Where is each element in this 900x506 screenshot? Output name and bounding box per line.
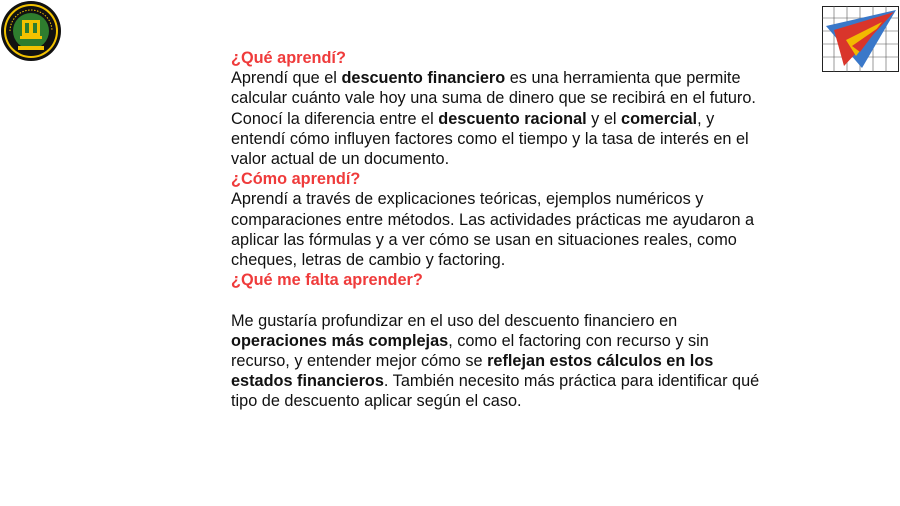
paragraph-que-aprendi	[231, 68, 771, 169]
text-span: . También necesito más práctica para identificar qué tipo de descuento aplicar según el caso.	[231, 372, 760, 411]
paper-plane-grid-icon	[822, 6, 899, 72]
heading-que-aprendi: ¿Qué aprendí?	[231, 49, 346, 67]
paragraph-como-aprendi: Aprendí a través de explicaciones teóricas, ejemplos numéricos y comparaciones entre métodos. Las actividades prácticas me ayudaron a aplicar las fórmulas y a ver cómo se usan en situaciones reales, como cheques, letras de cambio y factoring.	[231, 190, 755, 270]
bold-term: operaciones más complejas	[231, 331, 449, 350]
text-span: , como el factoring con recurso y sin recurso, y entender mejor cómo se	[231, 331, 709, 371]
paragraph-que-me-falta	[231, 311, 771, 412]
text-span: es una herramienta que permite calcular cuánto vale hoy una suma de dinero que se recibirá en el futuro. Conocí la diferencia entre el	[231, 69, 756, 128]
heading-que-me-falta: ¿Qué me falta aprender?	[231, 271, 423, 290]
reflection-text	[231, 48, 771, 412]
bold-term: reflejan estos cálculos en los estados financieros	[231, 352, 714, 391]
spacer	[231, 290, 771, 310]
bold-term: comercial	[621, 109, 698, 128]
bold-term: descuento racional	[438, 109, 587, 128]
heading-como-aprendi: ¿Cómo aprendí?	[231, 170, 361, 189]
bold-term: descuento financiero	[341, 69, 506, 88]
text-span: y el	[586, 109, 622, 128]
text-span: Aprendí que el	[231, 69, 342, 88]
text-span: Me gustaría profundizar en el uso del descuento financiero en	[231, 311, 678, 330]
text-span: , y entendí cómo influyen factores como el tiempo y la tasa de interés en el valor actual de un documento.	[231, 109, 749, 169]
university-seal-icon	[0, 0, 62, 62]
